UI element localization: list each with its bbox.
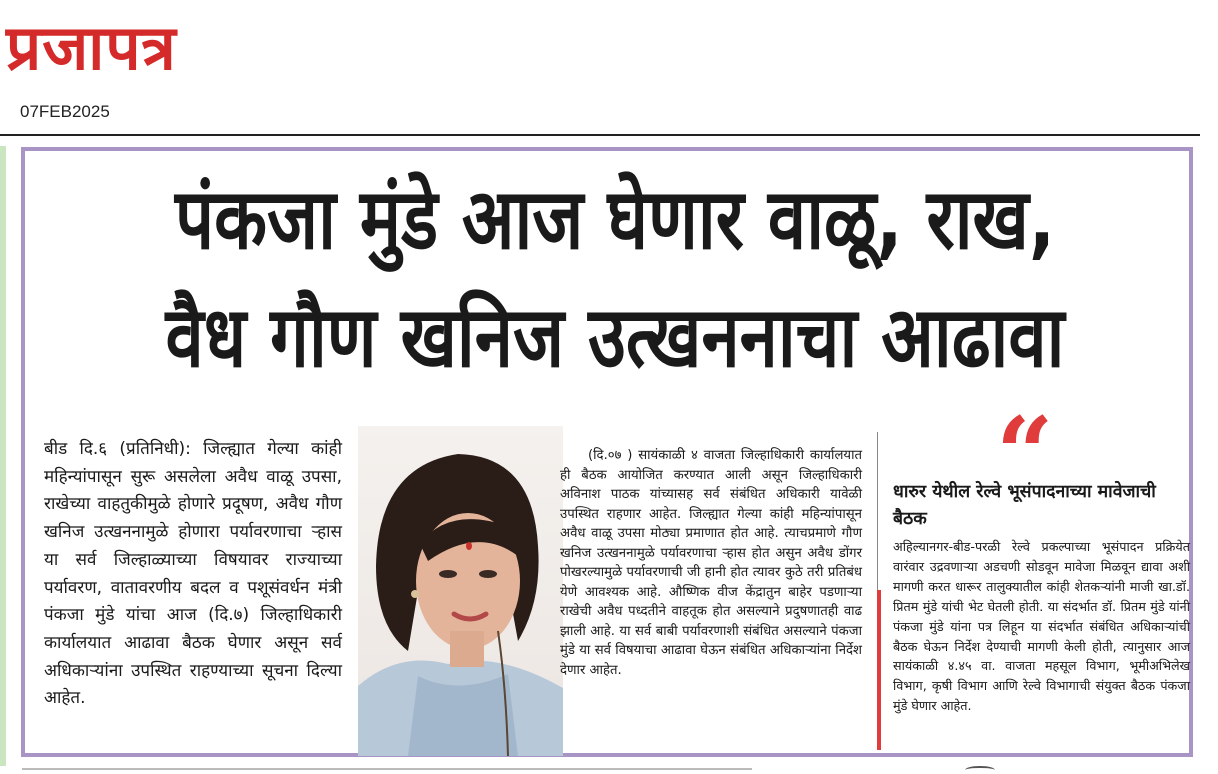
left-edge-strip — [0, 146, 6, 766]
bottom-edge-mark — [965, 766, 995, 774]
header-rule — [0, 134, 1200, 136]
body-column — [560, 446, 862, 680]
issue-date: 07FEB2025 — [20, 102, 110, 121]
headline-line-1: पंकजा मुंडे आज घेणार वाळू, राख, — [174, 170, 1056, 268]
sidebar-paragraph: अहिल्यानगर-बीड-परळी रेल्वे प्रकल्पाच्या भूसंपादन प्रक्रियेत वारंवार उद्रवणाऱ्या अडचणी सोडवून मावेजा मिळवून द्यावा अशी मागणी करत धारूर तालुक्यातील कांही शेतकऱ्यांनी माजी खा.डॉ. प्रितम मुंडे यांची भेट घेतली होती. या संदर्भात डॉ. प्रितम मुंडे यांनी पंकजा मुंडे यांना पत्र लिहून या संदर्भात संबंधित अधिकाऱ्यांची बैठक घेऊन निर्देश देण्याची मागणी केली होती, त्यानुसार आज सायंकाळी ४.४५ वा. वाजता महसूल विभाग, भूमीअभिलेख विभाग, कृषी विभाग आणि रेल्वे विभागाची संयुक्त बैठक पंकजा मुंडे घेणार आहेत. — [893, 539, 1190, 714]
headline-line-2: वैध गौण खनिज उत्खननाचा आढावा — [165, 288, 1065, 386]
headline — [144, 160, 1087, 396]
portrait-photo — [358, 426, 563, 756]
sidebar-column — [893, 537, 1190, 716]
lead-column — [44, 436, 342, 713]
quote-mark-icon: “ — [996, 395, 1054, 513]
sidebar-accent-bar — [877, 590, 881, 750]
bottom-rule — [22, 768, 752, 770]
newspaper-masthead: प्रजापत्र — [6, 11, 177, 84]
lead-paragraph: बीड दि.६ (प्रतिनिधी): जिल्ह्यात गेल्या कांही महिन्यांपासून सुरू असलेला अवैध वाळू उपसा, राखेच्या वाहतुकीमुळे होणारे प्रदूषण, अवैध गौण खनिज उत्खननामुळे होणारा पर्यावरणाचा ऱ्हास या सर्व जिल्हाळ्याच्या विषयावर राज्याच्या पर्यावरण, वातावरणीय बदल व पशूसंवर्धन मंत्री पंकजा मुंडे यांचा आज (दि.७) जिल्हाधिकारी कार्यालयात आढावा बैठक घेणार असून सर्व अधिकाऱ्यांना उपस्थित राहण्याच्या सूचना दिल्या आहेत. — [44, 439, 342, 709]
body-paragraph: (दि.०७ ) सायंकाळी ४ वाजता जिल्हाधिकारी कार्यालयात ही बैठक आयोजित करण्यात आली असून जिल्हाधिकारी अविनाश पाठक यांच्यासह सर्व संबंधित अधिकारी यावेळी उपस्थित राहणार आहेत. जिल्ह्यात गेल्या कांही महिन्यांपासून अवैध वाळू उपसा मोठ्या प्रमाणात होत आहे. त्याचप्रमाणे गौण खनिज उत्खननामुळे पर्यावरणाचा ऱ्हास होत असुन अवैध डोंगर पोखरल्यामुळे पर्यावरणाची जी हानी होत त्यावर कुठे तरी प्रतिबंध येणे आवश्यक आहे. औष्णिक वीज केंद्रातुन बाहेर पडणाऱ्या राखेची अवैध पध्दतीने वाहतूक होत असल्याने प्रदुषणातही वाढ झाली आहे. या सर्व बाबी पर्यावरणाशी संबंधित असल्याने पंकजा मुंडे या सर्व विषयाचा आढावा घेऊन संबंधित अधिकाऱ्यांना निर्देश देणार आहेत. — [560, 448, 862, 678]
sidebar-heading: धारुर येथील रेल्वे भूसंपादनाच्या मावेजाची बैठक — [893, 482, 1156, 529]
